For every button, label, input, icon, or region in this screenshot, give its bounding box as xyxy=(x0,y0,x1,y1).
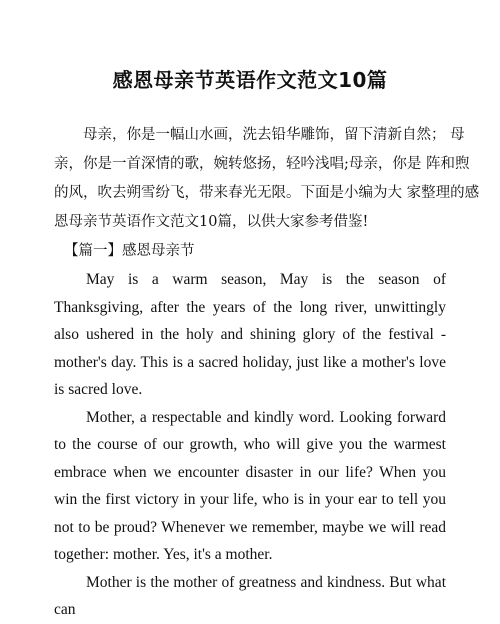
intro-line: 的风，吹去朔雪纷飞，带来春光无限。下面是小编为大 家整理的感 xyxy=(54,185,480,201)
document-title: 感恩母亲节英语作文范文10篇 xyxy=(112,68,388,92)
body-paragraph: May is a warm season, May is the season of Thanksgiving, after the years of the long river, unwittingly also ushered in the holy and shining glory of the festival - mother's day. This is a sacred holiday, just like a mother's love is sacred love. xyxy=(54,271,446,398)
body-paragraph: Mother, a respectable and kindly word. Looking forward to the course of our growth, who will give you the warmest embrace when we encounter disaster in our life? When you win the first victory in your life, who is in your ear to tell you not to be proud? Whenever we remember, maybe we will read together: mother. Yes, it's a mother. xyxy=(54,408,446,563)
intro-paragraph xyxy=(54,121,480,237)
document-body xyxy=(54,121,480,624)
intro-line: 亲，你是一首深情的歌，婉转悠扬，轻吟浅唱;母亲，你是 阵和煦 xyxy=(54,156,470,172)
intro-line: 母亲，你是一幅山水画，洗去铅华雕饰，留下清新自然； 母 xyxy=(83,127,465,143)
section-heading: 【篇一】感恩母亲节 xyxy=(64,243,195,259)
intro-line: 恩母亲节英语作文范文10篇，以供大家参考借鉴! xyxy=(54,214,369,230)
body-paragraph: Mother is the mother of greatness and kindness. But what can xyxy=(54,573,446,618)
